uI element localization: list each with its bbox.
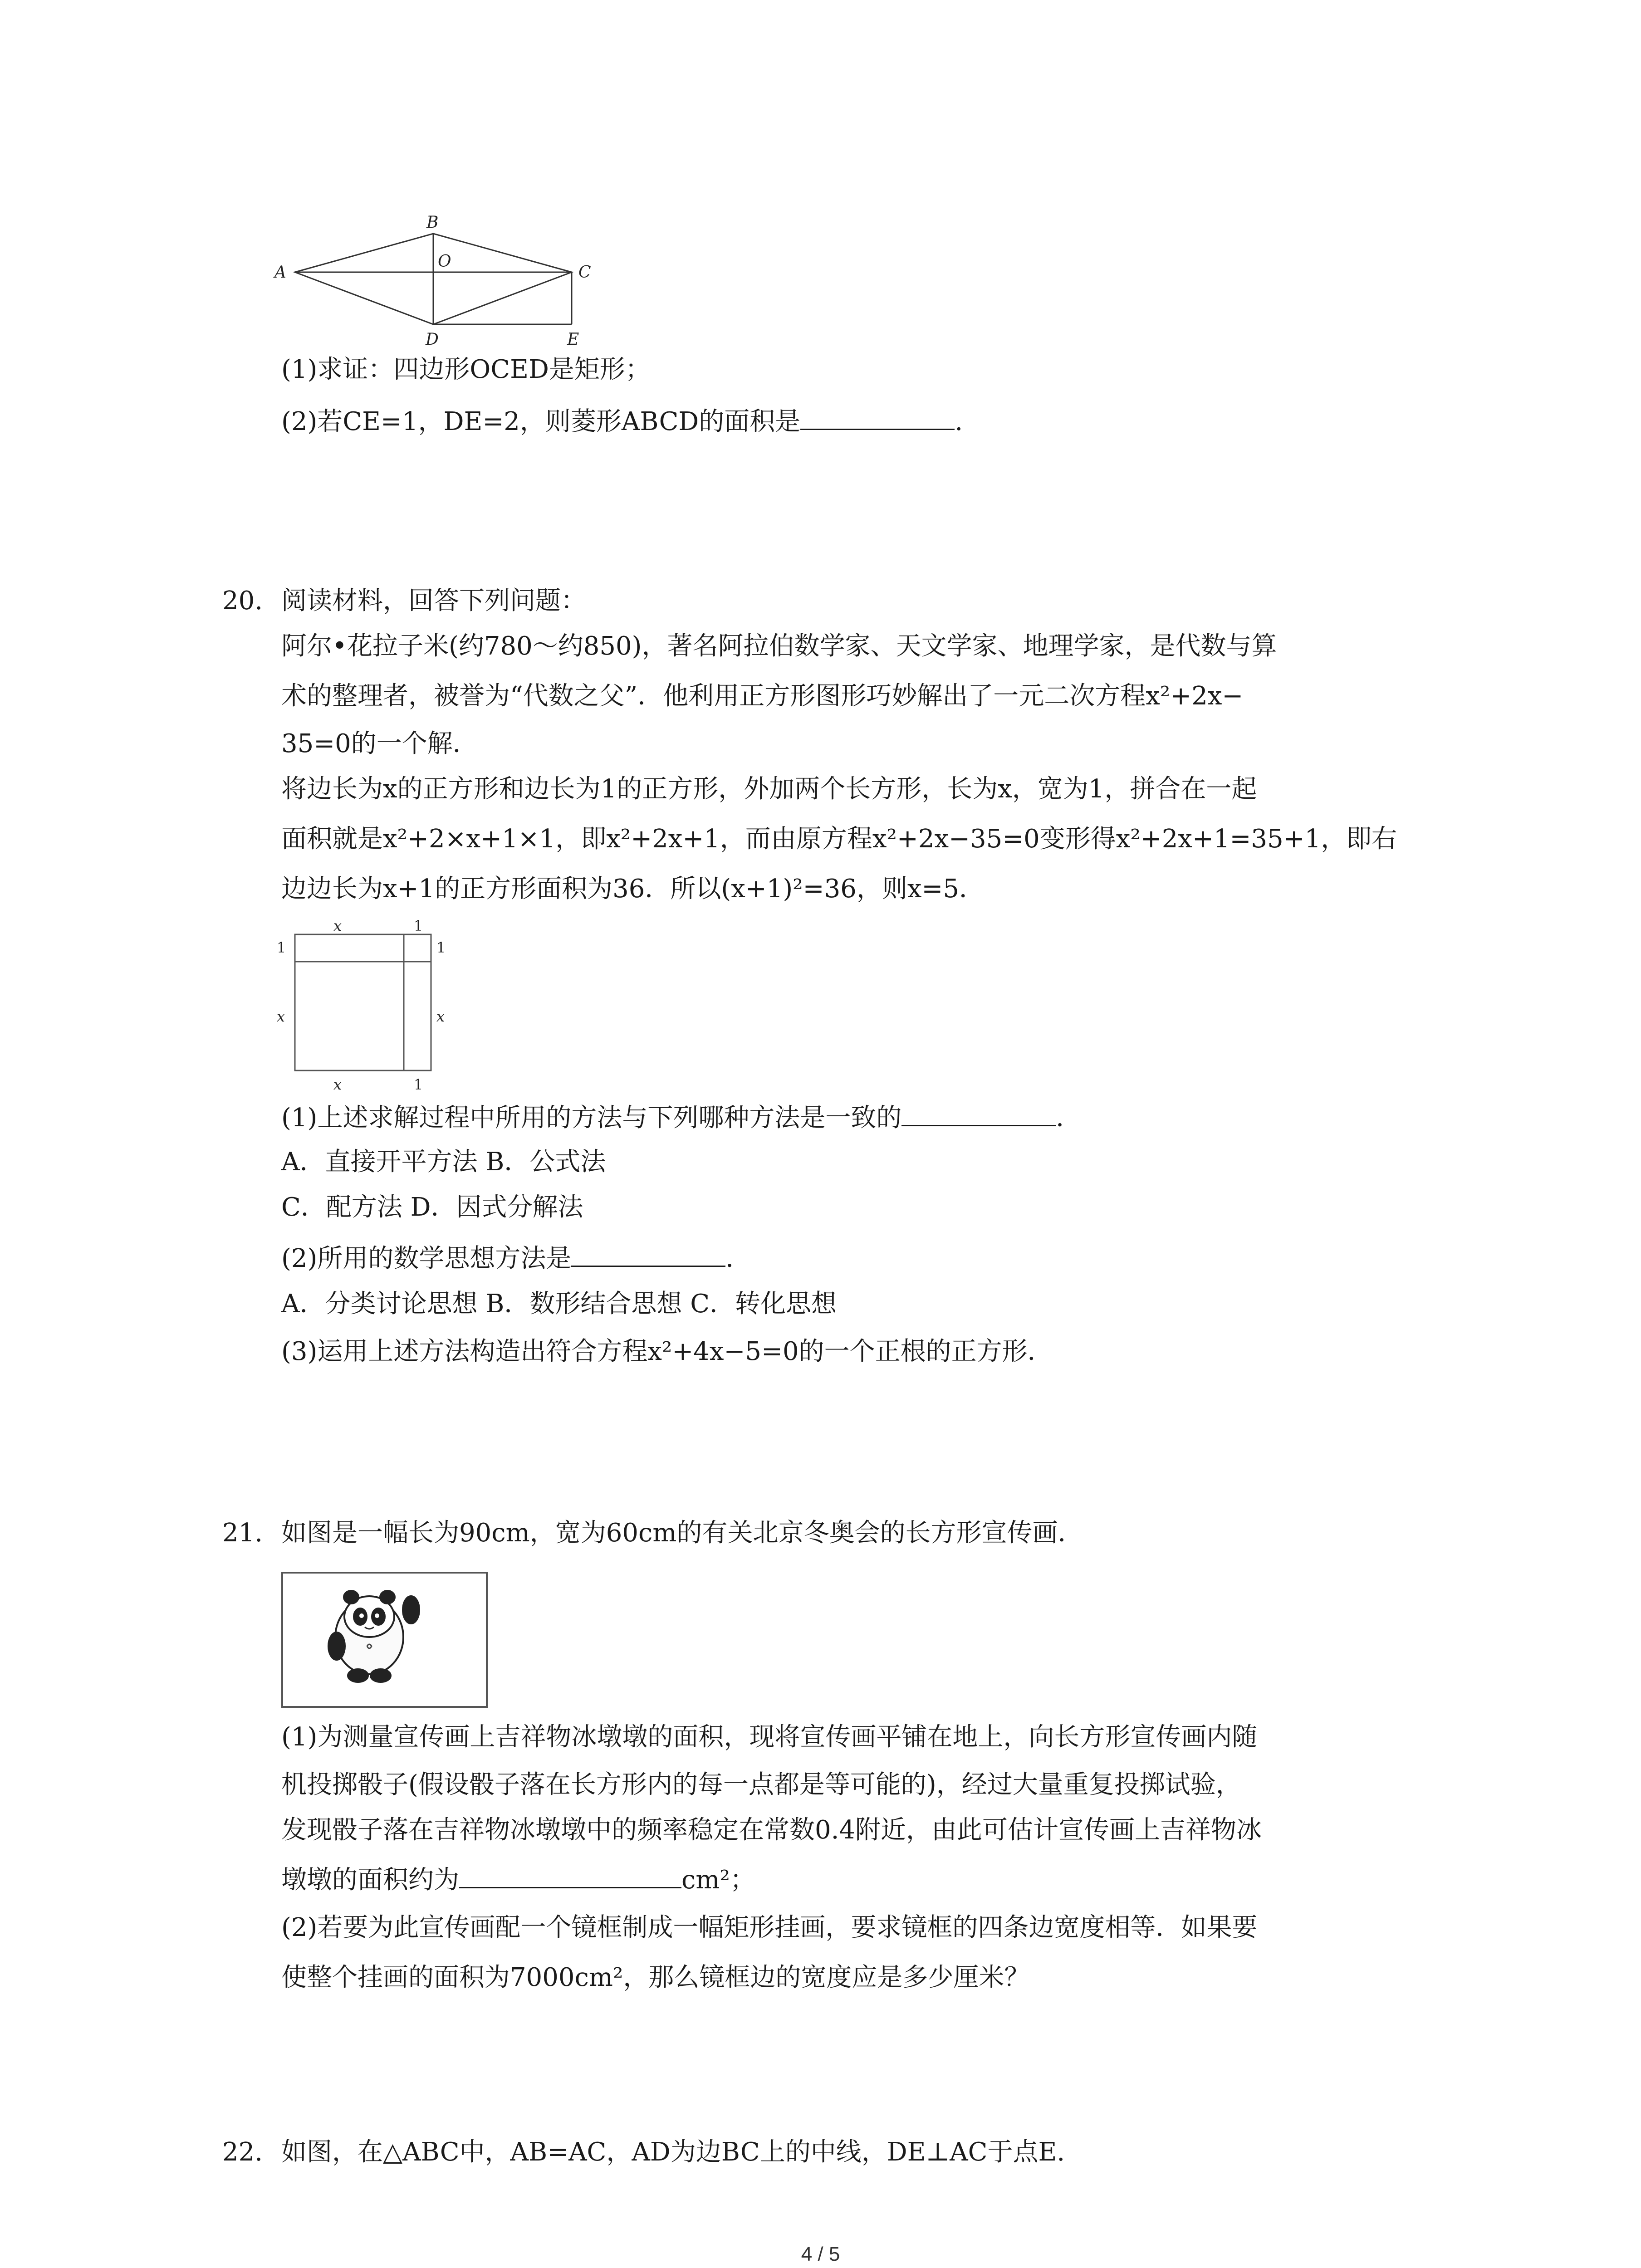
- q20-sub1: (1)上述求解过程中所用的方法与下列哪种方法是一致的 ．: [281, 1098, 1081, 1136]
- q20-sub2: (2)所用的数学思想方法是 ．: [281, 1238, 751, 1277]
- label-b: B: [426, 213, 439, 232]
- label-c: C: [578, 263, 591, 282]
- mascot-arm-left: [328, 1633, 345, 1660]
- completing-square-diagram: [268, 916, 495, 1098]
- q20-number: 20.: [222, 586, 263, 616]
- q21-part2-line2: 使整个挂画的面积为7000cm²，那么镜框边的宽度应是多少厘米？: [281, 1963, 1030, 1992]
- label-bottom-1: 1: [414, 1076, 423, 1093]
- rhombus-figure: [272, 213, 617, 365]
- big-square: [295, 934, 431, 1070]
- q19-part2: (2)若CE=1，DE=2，则菱形ABCD的面积是 .: [281, 401, 963, 440]
- q22-number: 22.: [222, 2137, 263, 2167]
- mascot-eye-left: [359, 1613, 364, 1618]
- q20-para2-line1: 将边长为x的正方形和边长为1的正方形，外加两个长方形，长为x，宽为1，拼合在一起: [281, 774, 1257, 804]
- q20-para1-line3: 35=0的一个解．: [281, 729, 478, 758]
- mascot-illustration: [283, 1574, 486, 1706]
- label-e: E: [567, 330, 579, 349]
- label-top-x: x: [333, 917, 342, 934]
- q20-options2: A．分类讨论思想 B．数形结合思想 C．转化思想: [281, 1289, 837, 1319]
- rhombus-diagram: [272, 213, 617, 363]
- q20-options1b: C．配方法 D．因式分解法: [281, 1193, 583, 1222]
- mascot-eye-right: [375, 1613, 379, 1618]
- q21-part1-line2: 机投掷骰子(假设骰子落在长方形内的每一点都是等可能的)，经过大量重复投掷试验，: [281, 1770, 1241, 1799]
- mascot-foot-right: [371, 1669, 391, 1682]
- q20-sub1-blank[interactable]: [901, 1098, 1056, 1126]
- label-right-1: 1: [436, 939, 446, 956]
- label-left-x: x: [277, 1008, 285, 1025]
- q20-para2-line2: 面积就是x²+2×x+1×1，即x²+2x+1，而由原方程x²+2x−35=0变形得x²+2x+1=35+1，即右: [281, 824, 1397, 854]
- q20-para1-line1: 阿尔•花拉子米(约780～约850)，著名阿拉伯数学家、天文学家、地理学家，是代数与算: [281, 631, 1277, 661]
- label-o: O: [438, 252, 451, 271]
- q21-title: 如图是一幅长为90cm，宽为60cm的有关北京冬奥会的长方形宣传画．: [281, 1518, 1083, 1548]
- label-right-x: x: [436, 1008, 445, 1025]
- q20-para2-line3: 边边长为x+1的正方形面积为36．所以(x+1)²=36，则x=5．: [281, 874, 985, 904]
- label-bottom-x: x: [333, 1076, 342, 1093]
- label-left-1: 1: [277, 939, 286, 956]
- square-figure: [268, 916, 495, 1100]
- label-top-1: 1: [414, 917, 423, 934]
- q20-para1-line2: 术的整理者，被誉为“代数之父”．他利用正方形图形巧妙解出了一元二次方程x²+2x−: [281, 681, 1244, 711]
- mascot-arm-raised: [403, 1596, 419, 1623]
- q19-part1: (1)求证：四边形OCED是矩形；: [281, 355, 651, 384]
- q20-title: 阅读材料，回答下列问题：: [281, 586, 586, 616]
- mascot-foot-left: [348, 1669, 368, 1682]
- label-a: A: [274, 263, 286, 282]
- poster-image: [281, 1572, 488, 1708]
- q21-part1-line3: 发现骰子落在吉祥物冰墩墩中的频率稳定在常数0.4附近，由此可估计宣传画上吉祥物冰: [281, 1815, 1262, 1845]
- mascot-ear-right: [380, 1591, 395, 1603]
- q21-part1-line1: (1)为测量宣传画上吉祥物冰墩墩的面积，现将宣传画平铺在地上，向长方形宣传画内随: [281, 1722, 1258, 1752]
- page-number: 4 / 5: [801, 2243, 840, 2265]
- q22-title: 如图，在△ABC中，AB=AC，AD为边BC上的中线，DE⊥AC于点E.: [281, 2137, 1065, 2167]
- q20-sub2-blank[interactable]: [571, 1238, 725, 1267]
- q20-options1a: A．直接开平方法 B．公式法: [281, 1147, 606, 1177]
- q21-part2-line1: (2)若要为此宣传画配一个镜框制成一幅矩形挂画，要求镜框的四条边宽度相等．如果要: [281, 1913, 1258, 1942]
- q19-answer-blank[interactable]: [800, 401, 955, 430]
- q21-area-blank[interactable]: [459, 1860, 681, 1888]
- q20-sub3: (3)运用上述方法构造出符合方程x²+4x−5=0的一个正根的正方形．: [281, 1337, 1053, 1366]
- label-d: D: [426, 330, 439, 349]
- mascot-ear-left: [344, 1591, 358, 1603]
- q21-number: 21.: [222, 1518, 263, 1548]
- q21-part1-line4: 墩墩的面积约为 cm²；: [281, 1860, 755, 1898]
